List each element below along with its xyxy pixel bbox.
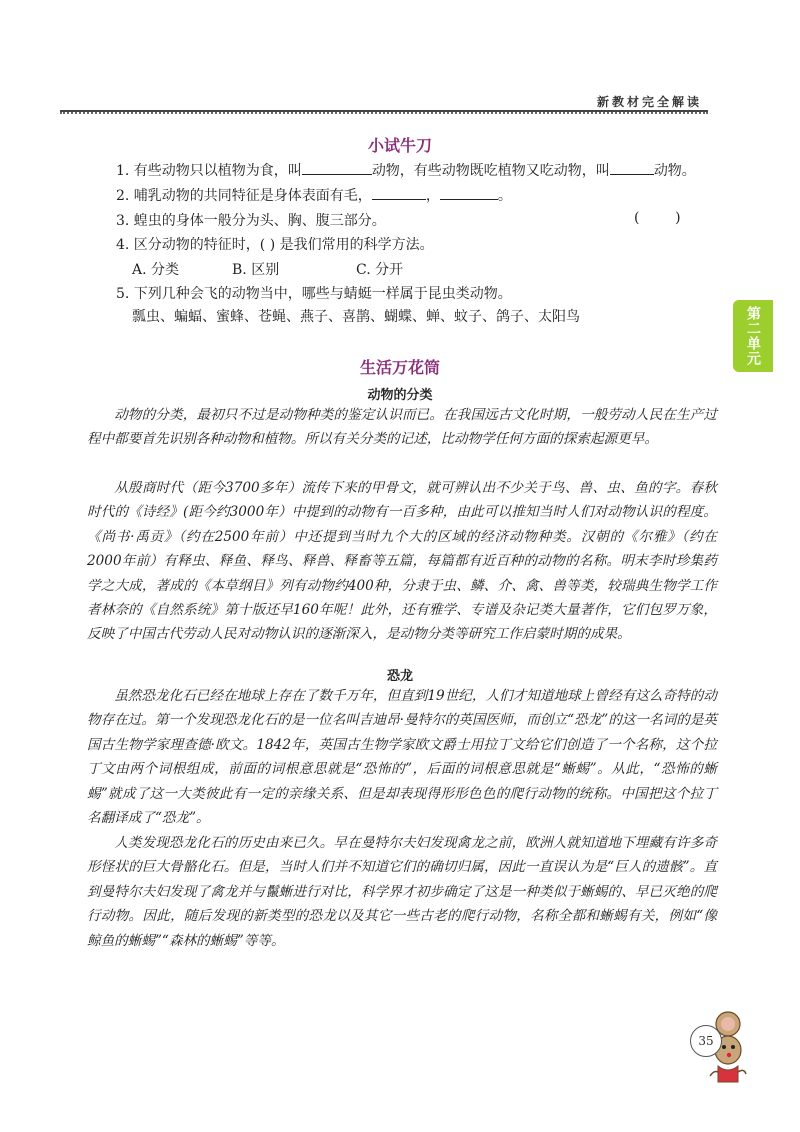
article-2-paragraph-2: 人类发现恐龙化石的历史由来已久。早在曼特尔夫妇发现禽龙之前，欧洲人就知道地下埋藏有许多奇形怪状的巨大骨骼化石。但是，当时人们并不知道它们的确切归属，因此一直误认为是“巨人的遗骸”。直到曼特尔夫妇发现了禽龙并与鬣蜥进行对比，科学界才初步确定了这是一种类似于蜥蜴的、早已灭绝的爬行动物。因此，随后发现的新类型的恐龙以及其它一些古老的爬行动物，名称全都和蜥蜴有关，例如“像鲸鱼的蜥蜴”“森林的蜥蜴”等等。 bbox=[87, 835, 717, 949]
answer-blank bbox=[372, 185, 426, 200]
question-1 bbox=[116, 160, 696, 180]
question-3-answer-paren: ( ) bbox=[634, 210, 681, 226]
question-4-option-b: B. 区别 bbox=[232, 262, 280, 278]
question-2 bbox=[116, 185, 512, 205]
page-number: 35 bbox=[690, 1025, 722, 1057]
article-title-classification: 动物的分类 bbox=[367, 388, 433, 403]
article-title-dinosaur: 恐龙 bbox=[386, 669, 413, 684]
question-2-part-b: ， bbox=[425, 188, 440, 204]
section-title-reading: 生活万花筒 bbox=[359, 358, 440, 377]
book-title: 新教材完全解读 bbox=[597, 93, 708, 110]
article-2-paragraph-1: 虽然恐龙化石已经在地球上存在了数千万年，但直到19世纪，人们才知道地球上曾经有这么奇特的动物存在过。第一个发现恐龙化石的是一位名叫吉迪昂·曼特尔的英国医师，而创立“恐龙”的这一名词的是英国古生物学家理查德·欧文。1842年，英国古生物学家欧文爵士用拉丁文给它们创造了一个名称，这个拉丁文由两个词根组成，前面的词根意思就是“恐怖的”，后面的词根意思就是“蜥蜴”。从此，“恐怖的蜥蜴”就成了这一大类彼此有一定的亲缘关系、但是却表现得形形色色的爬行动物的统称。中国把这个拉丁名翻译成了“恐龙”。 bbox=[87, 688, 717, 827]
article-1-paragraph-2: 从殷商时代（距今3700多年）流传下来的甲骨文，就可辨认出不少关于鸟、兽、虫、鱼的字。春秋时代的《诗经》(距今约3000年）中提到的动物有一百多种，由此可以推知当时人们对动物认识的程度。《尚书·禹贡》（约在2500年前）中还提到当时九个大的区域的经济动物种类。汉朝的《尔雅》（约在2000年前）有释虫、释鱼、释鸟、释兽、释畜等五篇，每篇都有近百种的动物的名称。明末李时珍集药学之大成，著成的《本草纲目》列有动物约400种，分隶于虫、鳞、介、禽、兽等类，较瑞典生物学工作者林奈的《自然系统》第十版还早160年呢！此外，还有雅学、专谱及杂记类大量著作，它们包罗万象，反映了中国古代劳动人民对动物认识的逐渐深入，是动物分类等研究工作启蒙时期的成果。 bbox=[87, 480, 717, 643]
question-5: 5. 下列几种会飞的动物当中，哪些与蜻蜓一样属于昆虫类动物。 bbox=[116, 286, 512, 302]
question-4: 4. 区分动物的特征时，( ) 是我们常用的科学方法。 bbox=[116, 237, 434, 253]
question-4-option-c: C. 分开 bbox=[356, 262, 404, 278]
article-1-paragraph-1: 动物的分类，最初只不过是动物种类的鉴定认识而已。在我国远古文化时期，一般劳动人民在生产过程中都要首先识别各种动物和植物。所以有关分类的记述，比动物学任何方面的探索起源更早。 bbox=[87, 407, 717, 448]
answer-blank bbox=[440, 185, 498, 200]
answer-blank bbox=[302, 160, 372, 175]
section-title-practice: 小试牛刀 bbox=[367, 136, 432, 155]
question-2-part-c: 。 bbox=[497, 188, 512, 204]
header-divider bbox=[60, 112, 708, 118]
answer-blank bbox=[610, 160, 654, 175]
question-1-part-a: 1. 有些动物只以植物为食，叫 bbox=[116, 163, 302, 179]
question-3: 3. 蝗虫的身体一般分为头、胸、腹三部分。 bbox=[116, 213, 386, 229]
unit-tab-label: 第二单元 bbox=[745, 306, 761, 366]
question-5-animal-list: 瓢虫、蝙蝠、蜜蜂、苍蝇、燕子、喜鹊、蝴蝶、蝉、蚊子、鸽子、太阳鸟 bbox=[132, 309, 580, 325]
question-4-option-a: A. 分类 bbox=[132, 262, 180, 278]
page-number-badge bbox=[670, 1010, 750, 1090]
question-1-part-c: 动物。 bbox=[653, 163, 696, 179]
running-header bbox=[60, 92, 708, 112]
question-1-part-b: 动物，有些动物既吃植物又吃动物，叫 bbox=[371, 163, 610, 179]
question-2-part-a: 2. 哺乳动物的共同特征是身体表面有毛， bbox=[116, 188, 372, 204]
